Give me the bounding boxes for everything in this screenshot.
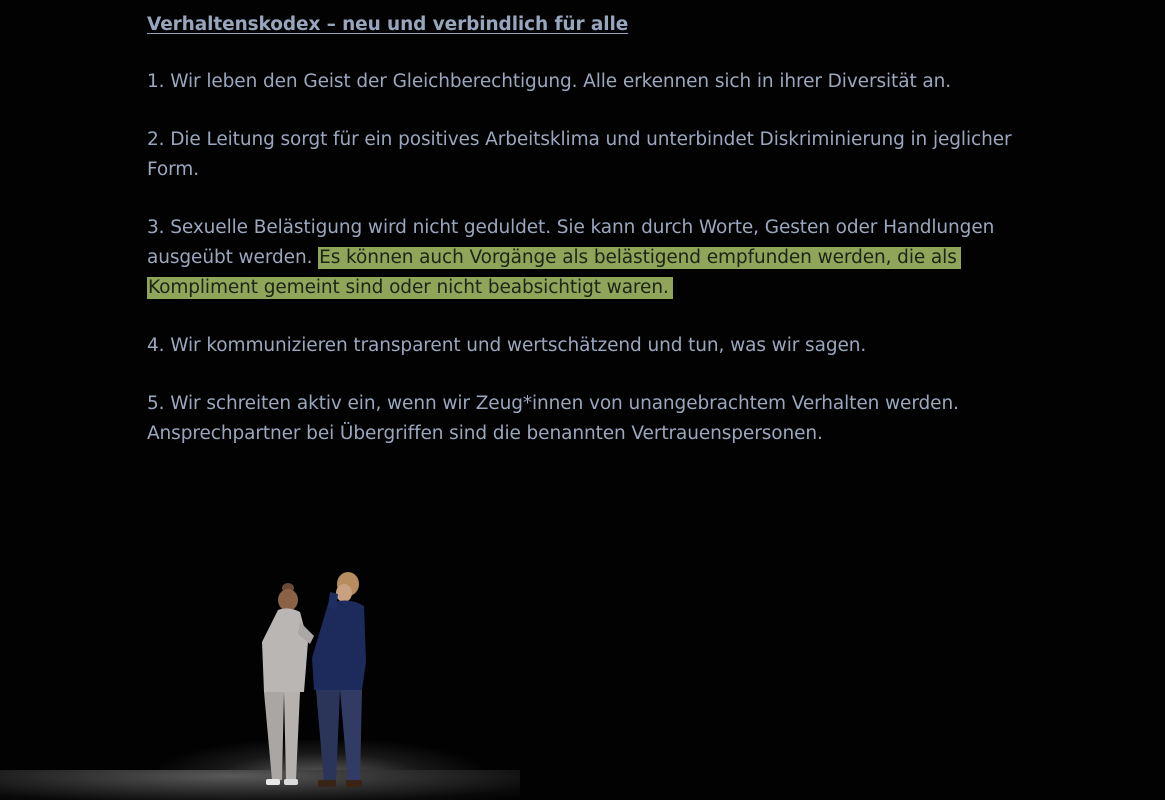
performers [248, 566, 378, 796]
projection-title: Verhaltenskodex – neu und verbindlich für alle [147, 14, 629, 35]
performer-left-figure [262, 583, 314, 785]
code-item-4 [147, 331, 1027, 361]
code-item-2-text: 2. Die Leitung sorgt für ein positives Arbeitsklima und unterbindet Diskriminierung in jeglicher Form. [147, 129, 1012, 180]
code-item-5-text: 5. Wir schreiten aktiv ein, wenn wir Zeug*innen von unangebrachtem Verhalten werden. Ansprechpartner bei Übergriffen sind die benannten Vertrauenspersonen. [147, 393, 959, 444]
highlighted-passage: Es können auch Vorgänge als belästigend empfunden werden, die als Kompliment gemeint sind oder nicht beabsichtigt waren. [147, 247, 961, 299]
code-item-5 [147, 389, 1027, 449]
projected-text [147, 10, 1027, 477]
code-item-3-text: 3. Sexuelle Belästigung wird nicht geduldet. Sie kann durch Worte, Gesten oder Handlungen ausgeübt werden. [147, 217, 995, 268]
code-item-2 [147, 125, 1027, 185]
code-item-4-text: 4. Wir kommunizieren transparent und wertschätzend und tun, was wir sagen. [147, 335, 867, 356]
code-item-1-text: 1. Wir leben den Geist der Gleichberechtigung. Alle erkennen sich in ihrer Diversität an. [147, 71, 952, 92]
code-item-1 [147, 67, 1027, 97]
performer-right-figure [312, 572, 366, 787]
code-item-3 [147, 213, 1027, 303]
